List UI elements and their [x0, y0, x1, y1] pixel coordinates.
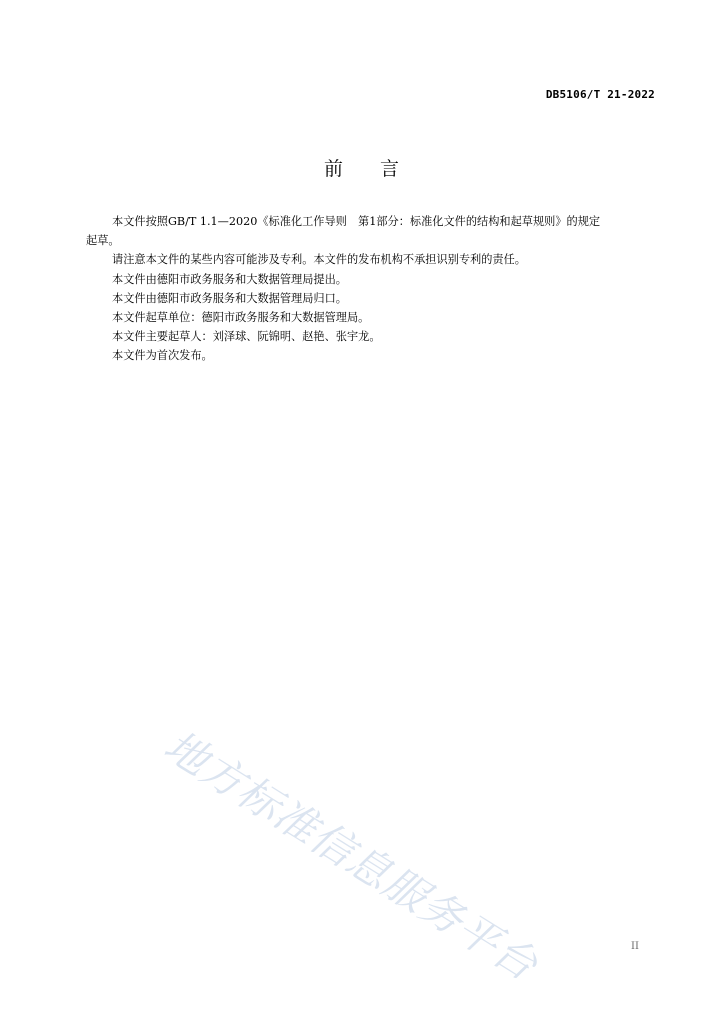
foreword-body	[86, 212, 656, 366]
paragraph-drafting-organization: 本文件起草单位：德阳市政务服务和大数据管理局。	[112, 311, 370, 325]
section-heading	[0, 154, 724, 181]
paragraph-drafting-basis-line2: 起草。	[86, 234, 120, 248]
paragraph-drafting-basis-line1: 本文件按照GB/T 1.1—2020《标准化工作导则 第1部分：标准化文件的结构和起草规则》的规定	[112, 215, 601, 228]
paragraph-under-jurisdiction: 本文件由德阳市政务服务和大数据管理局归口。	[112, 291, 347, 305]
paragraph-patent-notice: 请注意本文件的某些内容可能涉及专利。本文件的发布机构不承担识别专利的责任。	[112, 253, 526, 267]
paragraph-drafting-basis	[86, 212, 656, 231]
section-heading-part2: 言	[380, 158, 401, 180]
paragraph-first-release: 本文件为首次发布。	[112, 349, 213, 363]
document-code: DB5106/T 21-2022	[545, 88, 655, 101]
section-heading-part1: 前	[323, 158, 344, 180]
watermark: 地方标准信息服务平台	[155, 720, 547, 991]
page-number: II	[631, 941, 639, 952]
paragraph-main-drafters: 本文件主要起草人：刘泽球、阮锦明、赵艳、张宇龙。	[112, 330, 381, 344]
paragraph-proposed-by: 本文件由德阳市政务服务和大数据管理局提出。	[112, 272, 347, 286]
paragraph-drafting-basis-continuation	[86, 231, 656, 250]
